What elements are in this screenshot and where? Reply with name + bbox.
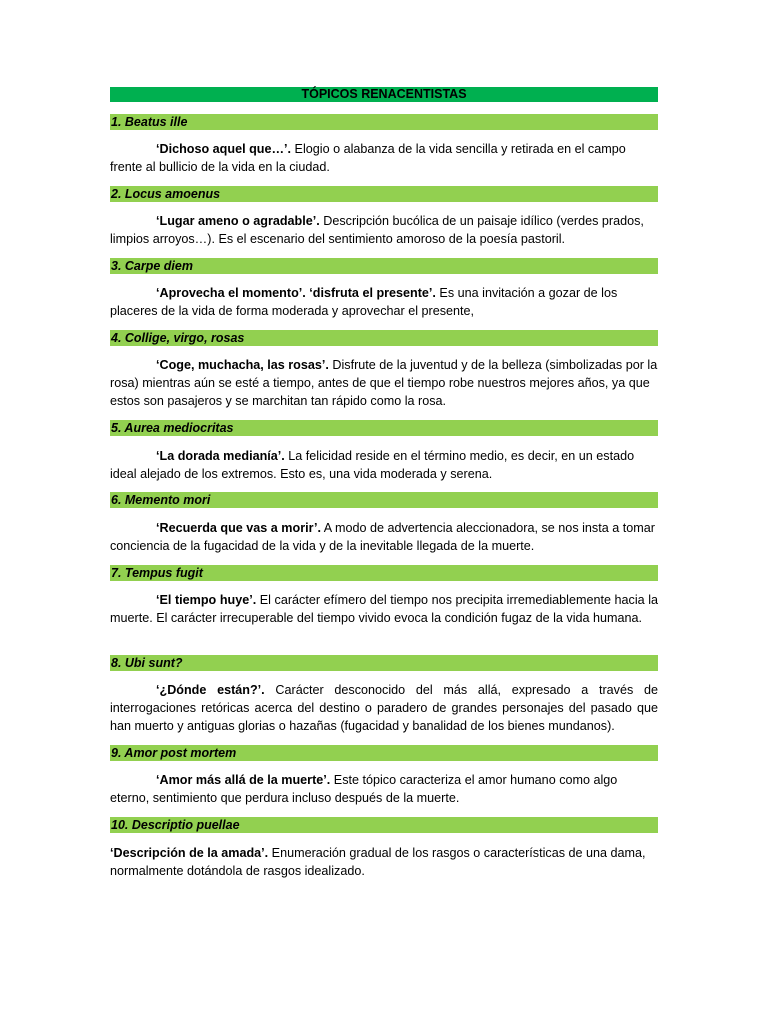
section-heading-3: 3. Carpe diem — [110, 258, 658, 274]
section-paragraph-6 — [110, 519, 658, 555]
section-paragraph-3 — [110, 284, 658, 320]
section-text-1: Elogio o alabanza de la vida sencilla y retirada en el campo frente al bullicio de la vida en la ciudad. — [110, 142, 626, 174]
section-quote-4: ‘Coge, muchacha, las rosas’. — [156, 358, 329, 372]
section-text-8: Carácter desconocido del más allá, expresado a través de interrogaciones retóricas acerca del destino o paradero de grandes personajes del pasado que han muerto y antiguas glorias o hazañas (fugacidad y banalidad de los bienes mundanos). — [110, 683, 658, 733]
section-quote-5: ‘La dorada medianía’. — [156, 449, 285, 463]
section-text-5: La felicidad reside en el término medio, es decir, en un estado ideal alejado de los extremos. Esto es, una vida moderada y serena. — [110, 449, 635, 481]
section-heading-10: 10. Descriptio puellae — [110, 817, 658, 833]
section-quote-9: ‘Amor más allá de la muerte’. — [156, 773, 331, 787]
section-heading-8: 8. Ubi sunt? — [110, 655, 658, 671]
section-text-2: Descripción bucólica de un paisaje idílico (verdes prados, limpios arroyos…). Es el escenario del sentimiento amoroso de la poesía pastoril. — [110, 214, 644, 246]
section-text-3: Es una invitación a gozar de los placeres de la vida de forma moderada y aprovechar el presente, — [110, 286, 618, 318]
section-paragraph-1 — [110, 140, 658, 176]
section-heading-2: 2. Locus amoenus — [110, 186, 658, 202]
section-paragraph-10 — [110, 844, 658, 880]
section-quote-2: ‘Lugar ameno o agradable’. — [156, 214, 320, 228]
section-heading-5: 5. Aurea mediocritas — [110, 420, 658, 436]
section-text-4: Disfrute de la juventud y de la belleza (simbolizadas por la rosa) mientras aún se esté a tiempo, antes de que el tiempo robe nuestros mejores años, ya que estos son pasajeros y se marchitan tan rápido como la rosa. — [110, 358, 658, 408]
section-quote-8: ‘¿Dónde están?’. — [156, 683, 265, 697]
section-quote-1: ‘Dichoso aquel que…’. — [156, 142, 292, 156]
section-paragraph-8 — [110, 681, 658, 735]
section-quote-3: ‘Aprovecha el momento’. ‘disfruta el presente’. — [156, 286, 436, 300]
section-heading-4: 4. Collige, virgo, rosas — [110, 330, 658, 346]
section-text-9: Este tópico caracteriza el amor humano como algo eterno, sentimiento que perdura incluso después de la muerte. — [110, 773, 618, 805]
section-text-6: A modo de advertencia aleccionadora, se nos insta a tomar conciencia de la fugacidad de la vida y de la inevitable llegada de la muerte. — [110, 521, 655, 553]
section-quote-7: ‘El tiempo huye’. — [156, 593, 257, 607]
section-text-7: El carácter efímero del tiempo nos precipita irremediablemente hacia la muerte. El carácter irrecuperable del tiempo vivido evoca la condición fugaz de la vida humana. — [110, 593, 659, 625]
section-heading-1: 1. Beatus ille — [110, 114, 658, 130]
section-paragraph-7 — [110, 591, 658, 627]
section-text-10: Enumeración gradual de los rasgos o características de una dama, normalmente dotándola de rasgos idealizado. — [110, 846, 646, 878]
document-title: TÓPICOS RENACENTISTAS — [110, 87, 658, 102]
section-quote-6: ‘Recuerda que vas a morir’. — [156, 521, 321, 535]
section-paragraph-5 — [110, 447, 658, 483]
section-heading-9: 9. Amor post mortem — [110, 745, 658, 761]
section-paragraph-4 — [110, 356, 658, 410]
section-paragraph-9 — [110, 771, 658, 807]
section-heading-7: 7. Tempus fugit — [110, 565, 658, 581]
section-heading-6: 6. Memento mori — [110, 492, 658, 508]
section-quote-10: ‘Descripción de la amada’. — [110, 846, 269, 860]
section-paragraph-2 — [110, 212, 658, 248]
